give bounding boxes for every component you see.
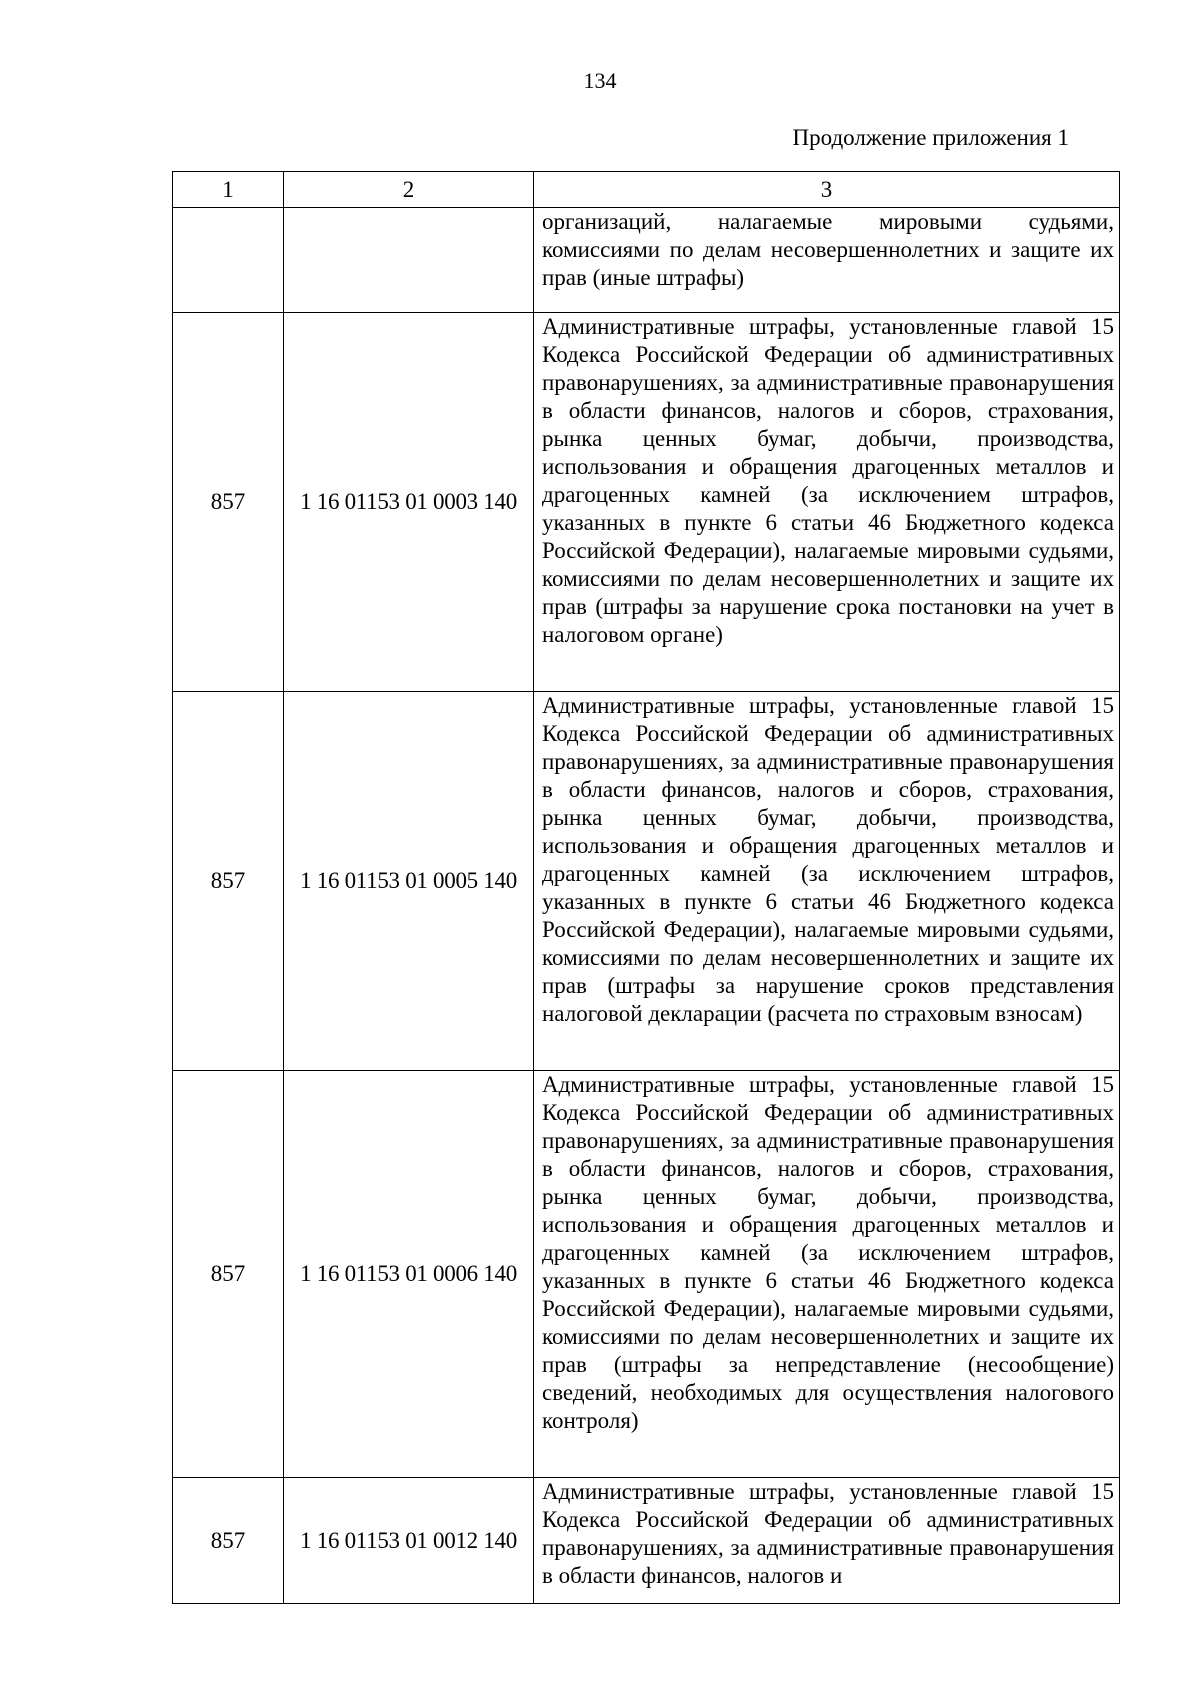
budget-code-cell: 1 16 01153 01 0005 140 (284, 692, 534, 1071)
admin-code-cell: 857 (173, 692, 284, 1071)
admin-code-cell: 857 (173, 1478, 284, 1604)
description-cell (534, 208, 1120, 313)
budget-code-cell: 1 16 01153 01 0012 140 (284, 1478, 534, 1604)
header-cell-2: 2 (284, 172, 534, 208)
table-row (173, 208, 1120, 313)
table-header-row (173, 172, 1120, 208)
page-number: 134 (583, 68, 617, 93)
description-cell (534, 1478, 1120, 1604)
description-text: Административные штрафы, установленные главой 15 Кодекса Российской Федерации об административных правонарушениях, за административные правонарушения в области финансов, налогов и сборов, страхования, рынка ценных бумаг, добычи, производства, использования и обращения драгоценных металлов и драгоценных камней (за исключением штрафов, указанных в пункте 6 статьи 46 Бюджетного кодекса Российской Федерации), налагаемые мировыми судьями, комиссиями по делам несовершеннолетних и защите их прав (штрафы за нарушение срока постановки на учет в налоговом органе) (542, 314, 1114, 647)
admin-code-cell (173, 208, 284, 313)
admin-code-cell: 857 (173, 313, 284, 692)
table-row (173, 692, 1120, 1071)
description-text: Административные штрафы, установленные главой 15 Кодекса Российской Федерации об административных правонарушениях, за административные правонарушения в области финансов, налогов и сборов, страхования, рынка ценных бумаг, добычи, производства, использования и обращения драгоценных металлов и драгоценных камней (за исключением штрафов, указанных в пункте 6 статьи 46 Бюджетного кодекса Российской Федерации), налагаемые мировыми судьями, комиссиями по делам несовершеннолетних и защите их прав (штрафы за непредставление (несообщение) сведений, необходимых для осуществления налогового контроля) (542, 1072, 1114, 1433)
continuation-label: Продолжение приложения 1 (792, 125, 1069, 150)
header-cell-3: 3 (534, 172, 1120, 208)
description-cell (534, 1071, 1120, 1478)
description-cell (534, 313, 1120, 692)
table-row (173, 313, 1120, 692)
budget-code-cell: 1 16 01153 01 0006 140 (284, 1071, 534, 1478)
budget-code-cell (284, 208, 534, 313)
header-cell-1: 1 (173, 172, 284, 208)
admin-code-cell: 857 (173, 1071, 284, 1478)
description-text: Административные штрафы, установленные главой 15 Кодекса Российской Федерации об административных правонарушениях, за административные правонарушения в области финансов, налогов и (542, 1479, 1114, 1588)
description-text: Административные штрафы, установленные главой 15 Кодекса Российской Федерации об административных правонарушениях, за административные правонарушения в области финансов, налогов и сборов, страхования, рынка ценных бумаг, добычи, производства, использования и обращения драгоценных металлов и драгоценных камней (за исключением штрафов, указанных в пункте 6 статьи 46 Бюджетного кодекса Российской Федерации), налагаемые мировыми судьями, комиссиями по делам несовершеннолетних и защите их прав (штрафы за нарушение сроков представления налоговой декларации (расчета по страховым взносам) (542, 693, 1114, 1026)
description-text: организаций, налагаемые мировыми судьями, комиссиями по делам несовершеннолетних и защите их прав (иные штрафы) (542, 209, 1114, 290)
table-row (173, 1071, 1120, 1478)
table-row (173, 1478, 1120, 1604)
description-cell (534, 692, 1120, 1071)
budget-code-cell: 1 16 01153 01 0003 140 (284, 313, 534, 692)
budget-codes-table (172, 171, 1120, 1604)
